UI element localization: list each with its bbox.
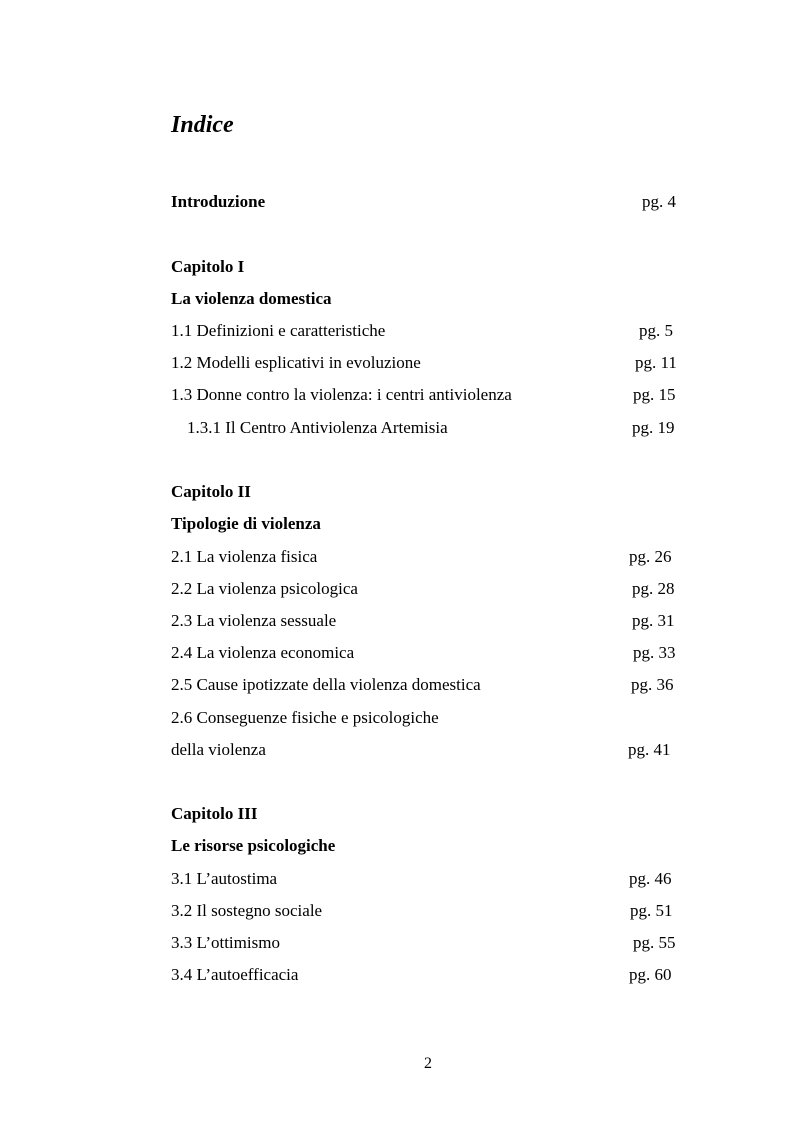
toc-intro-page: pg. 4 (642, 192, 676, 211)
toc-entry-2-3: 2.3 La violenza sessuale (171, 611, 337, 630)
toc-entry-2-4: 2.4 La violenza economica (171, 643, 355, 662)
toc-entry-2-2: 2.2 La violenza psicologica (171, 579, 358, 598)
toc-entry-2-5: 2.5 Cause ipotizzate della violenza domestica (171, 675, 481, 694)
toc-intro-label: Introduzione (171, 192, 266, 211)
toc-entry-2-6-page: pg. 41 (628, 740, 671, 759)
toc-entry-2-3-page: pg. 31 (632, 611, 675, 630)
toc-entry-3-1-page: pg. 46 (629, 869, 672, 888)
page-number: 2 (424, 1055, 432, 1072)
toc-entry-3-2: 3.2 Il sostegno sociale (171, 901, 323, 920)
index-title: Indice (171, 112, 234, 138)
toc-entry-3-3-page: pg. 55 (633, 933, 676, 952)
chapter-3-heading: Capitolo III (171, 804, 258, 823)
toc-entry-2-2-page: pg. 28 (632, 579, 675, 598)
toc-entry-1-2-page: pg. 11 (635, 353, 677, 372)
toc-entry-2-4-page: pg. 33 (633, 643, 676, 662)
toc-entry-2-5-page: pg. 36 (631, 675, 674, 694)
toc-entry-1-3-page: pg. 15 (633, 385, 676, 404)
chapter-2-subtitle: Tipologie di violenza (171, 514, 321, 533)
toc-entry-2-1-page: pg. 26 (629, 547, 672, 566)
toc-entry-3-3: 3.3 L’ottimismo (171, 933, 280, 952)
chapter-1-subtitle: La violenza domestica (171, 289, 332, 308)
toc-entry-2-1: 2.1 La violenza fisica (171, 547, 318, 566)
toc-entry-2-6-continued: della violenza (171, 740, 266, 759)
toc-entry-3-4-page: pg. 60 (629, 965, 672, 984)
chapter-2-heading: Capitolo II (171, 482, 251, 501)
toc-entry-1-3-1-page: pg. 19 (632, 418, 675, 437)
toc-entry-1-1-page: pg. 5 (639, 321, 673, 340)
toc-entry-1-1: 1.1 Definizioni e caratteristiche (171, 321, 386, 340)
toc-entry-1-2: 1.2 Modelli esplicativi in evoluzione (171, 353, 421, 372)
toc-entry-3-4: 3.4 L’autoefficacia (171, 965, 299, 984)
chapter-1-heading: Capitolo I (171, 257, 245, 276)
toc-entry-2-6: 2.6 Conseguenze fisiche e psicologiche (171, 708, 439, 727)
toc-entry-1-3: 1.3 Donne contro la violenza: i centri antiviolenza (171, 385, 512, 404)
toc-entry-1-3-1: 1.3.1 Il Centro Antiviolenza Artemisia (187, 418, 448, 437)
toc-entry-3-2-page: pg. 51 (630, 901, 673, 920)
toc-entry-3-1: 3.1 L’autostima (171, 869, 278, 888)
chapter-3-subtitle: Le risorse psicologiche (171, 836, 336, 855)
